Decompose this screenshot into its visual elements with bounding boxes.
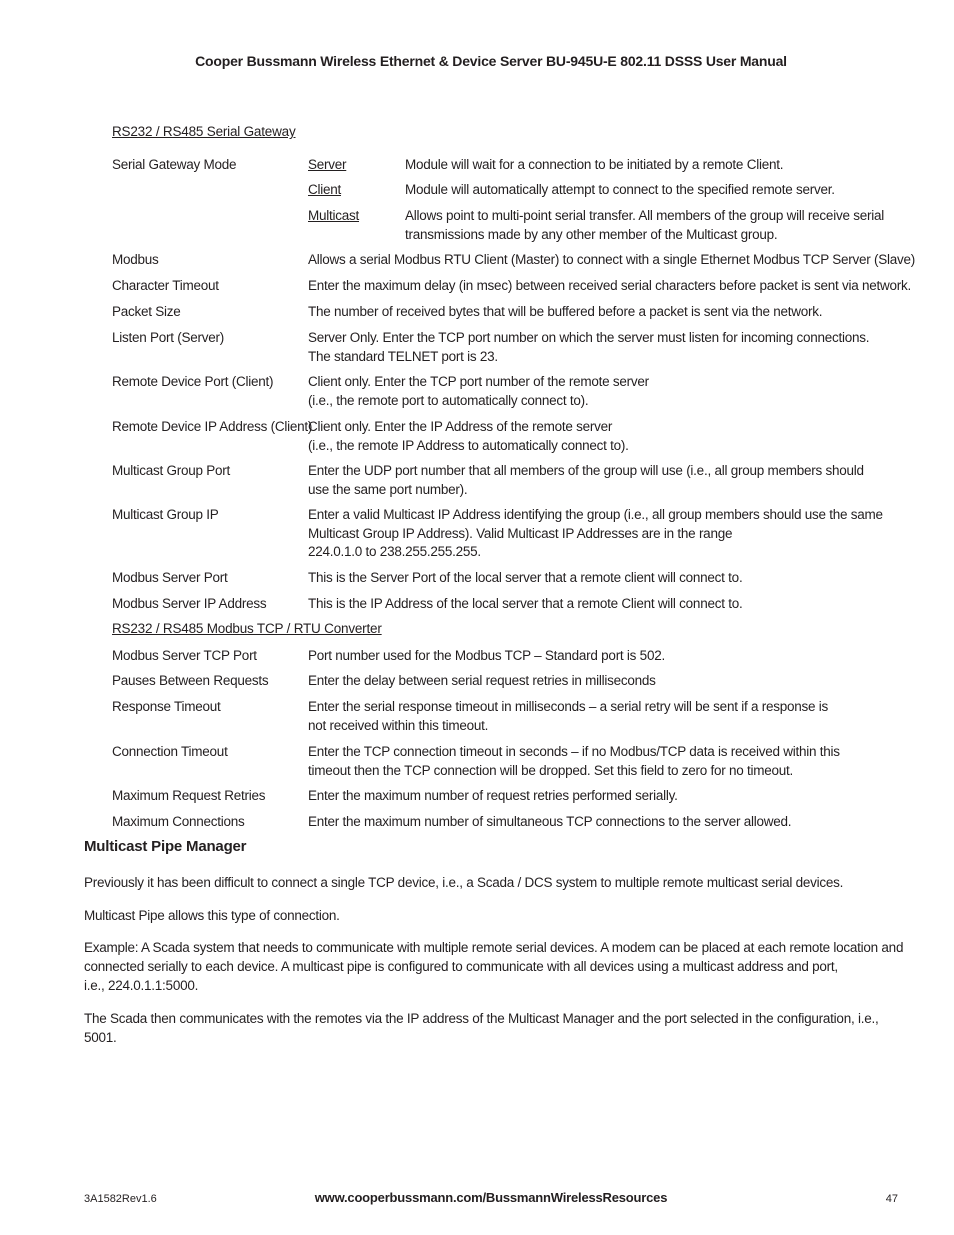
desc-line: (i.e., the remote port to automatically connect to). <box>308 392 589 408</box>
desc-line: Server Only. Enter the TCP port number on which the server must listen for incoming connections. <box>308 330 870 345</box>
desc-line: Client only. Enter the TCP port number of the remote server <box>308 374 649 389</box>
param-label: Character Timeout <box>112 278 219 293</box>
param-description: This is the IP Address of the local server that a remote Client will connect to. <box>308 596 743 611</box>
para-line: connected serially to each device. A multicast pipe is configured to communicate with all devices using a multicast address and port, <box>84 959 838 974</box>
mode-option-server: Server <box>308 157 347 172</box>
page-number: 47 <box>885 1193 898 1205</box>
param-description: Port number used for the Modbus TCP – Standard port is 502. <box>308 648 665 663</box>
paragraph: The Scada then communicates with the remotes via the IP address of the Multicast Manager and the port selected in the configuration, i.e., 5001. <box>84 1011 879 1045</box>
param-label: Multicast Group Port <box>112 463 231 478</box>
param-label: Modbus <box>112 252 159 267</box>
param-description: Enter the maximum number of simultaneous TCP connections to the server allowed. <box>308 814 792 829</box>
desc-line: Enter the UDP port number that all members of the group will use (i.e., all group members should <box>308 463 864 478</box>
param-label: Remote Device IP Address (Client) <box>112 419 313 434</box>
param-description <box>308 462 902 499</box>
desc-line: Allows point to multi-point serial transfer. All members of the group will receive serial <box>405 208 884 223</box>
param-label: Remote Device Port (Client) <box>112 374 274 389</box>
footer-doc-id: 3A1582Rev1.6 <box>84 1193 157 1205</box>
mode-description: Module will automatically attempt to connect to the specified remote server. <box>405 182 835 197</box>
desc-line: Enter the TCP connection timeout in seconds – if no Modbus/TCP data is received within this <box>308 744 840 759</box>
mode-description: Module will wait for a connection to be initiated by a remote Client. <box>405 157 784 172</box>
param-label: Connection Timeout <box>112 744 228 759</box>
param-label: Multicast Group IP <box>112 507 219 522</box>
param-label: Response Timeout <box>112 699 221 714</box>
param-description: Allows a serial Modbus RTU Client (Master) to connect with a single Ethernet Modbus TCP Server (Slave) <box>308 252 916 267</box>
desc-line: 224.0.1.0 to 238.255.255.255. <box>308 544 481 559</box>
param-label: Serial Gateway Mode <box>112 157 237 172</box>
para-line: Example: A Scada system that needs to communicate with multiple remote serial devices. A modem can be placed at each remote location and <box>84 940 904 955</box>
desc-line: The standard TELNET port is 23. <box>308 348 498 364</box>
param-description: This is the Server Port of the local server that a remote client will connect to. <box>308 570 743 585</box>
paragraph <box>84 938 914 995</box>
desc-line: not received within this timeout. <box>308 717 489 733</box>
param-label: Modbus Server Port <box>112 570 228 585</box>
param-description <box>308 329 902 366</box>
desc-line: Multicast Group IP Address). Valid Multicast IP Addresses are in the range <box>308 525 733 541</box>
footer-url: www.cooperbussmann.com/BussmannWirelessResources <box>314 1190 668 1205</box>
desc-line: Enter a valid Multicast IP Address identifying the group (i.e., all group members should use the same <box>308 507 883 522</box>
paragraph: Previously it has been difficult to connect a single TCP device, i.e., a Scada / DCS system to multiple remote multicast serial devices. <box>84 875 844 890</box>
para-line: i.e., 224.0.1.1:5000. <box>84 978 199 993</box>
param-description: Enter the maximum delay (in msec) between received serial characters before packet is sent via network. <box>308 278 912 293</box>
desc-line: Client only. Enter the IP Address of the remote server <box>308 419 613 434</box>
param-description: Enter the delay between serial request retries in milliseconds <box>308 673 656 688</box>
param-label: Listen Port (Server) <box>112 330 225 345</box>
section-heading-modbus-converter: RS232 / RS485 Modbus TCP / RTU Converter <box>112 621 382 636</box>
param-description <box>308 418 902 455</box>
desc-line: transmissions made by any other member of the Multicast group. <box>405 226 778 242</box>
param-label: Packet Size <box>112 304 181 319</box>
desc-line: use the same port number). <box>308 481 468 497</box>
param-label: Modbus Server IP Address <box>112 596 267 611</box>
mode-option-multicast: Multicast <box>308 208 360 223</box>
param-label: Maximum Connections <box>112 814 245 829</box>
desc-line: Enter the serial response timeout in milliseconds – a serial retry will be sent if a response is <box>308 699 828 714</box>
desc-line: timeout then the TCP connection will be dropped. Set this field to zero for no timeout. <box>308 762 794 778</box>
param-label: Pauses Between Requests <box>112 673 269 688</box>
param-label: Modbus Server TCP Port <box>112 648 257 663</box>
param-description <box>308 743 902 780</box>
param-description: The number of received bytes that will be buffered before a packet is sent via the network. <box>308 304 823 319</box>
mode-description <box>405 207 902 244</box>
param-description <box>308 698 902 735</box>
paragraph: Multicast Pipe allows this type of connection. <box>84 908 340 923</box>
param-description <box>308 373 902 410</box>
page-header-title: Cooper Bussmann Wireless Ethernet & Device Server BU-945U-E 802.11 DSSS User Manual <box>195 53 787 69</box>
desc-line: (i.e., the remote IP Address to automatically connect to). <box>308 437 629 453</box>
mode-option-client: Client <box>308 182 342 197</box>
section-heading-serial-gateway: RS232 / RS485 Serial Gateway <box>112 124 296 139</box>
param-description <box>308 506 902 562</box>
section-heading-multicast-pipe: Multicast Pipe Manager <box>84 838 247 855</box>
param-label: Maximum Request Retries <box>112 788 266 803</box>
param-description: Enter the maximum number of request retries performed serially. <box>308 788 678 803</box>
